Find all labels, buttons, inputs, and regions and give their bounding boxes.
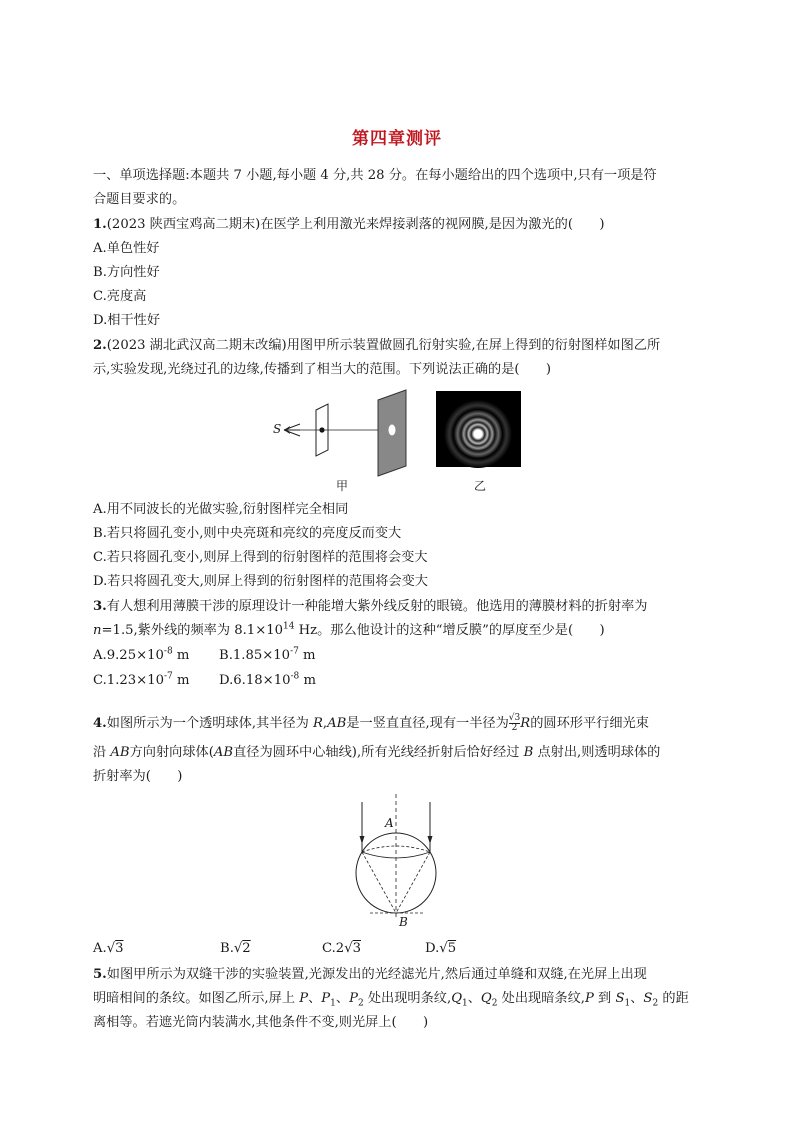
figure-jia-caption: 甲 [336, 479, 349, 493]
exponent: -8 [290, 671, 300, 682]
q3-option-c [93, 672, 190, 690]
subscript: 1 [624, 998, 631, 1009]
q1-option-c: C.亮度高 [93, 289, 147, 304]
var-p1: P [321, 991, 331, 1006]
separator: 、 [335, 991, 350, 1006]
question-2-line2: 示,实验发现,光绕过孔的边缘,传播到了相当大的范围。下列说法正确的是( ) [93, 362, 552, 377]
var-s2: S [643, 991, 653, 1006]
var-ab: AB [110, 745, 130, 760]
sqrt-icon: √ [233, 941, 243, 956]
point-b-label: B [399, 915, 408, 929]
option-text: D.6.18×10 [219, 673, 291, 688]
text-segment: 是一竖直直径,现有一半径为 [346, 716, 509, 731]
var-b: B [523, 745, 534, 760]
var-r: R [520, 716, 531, 731]
question-text: 如图甲所示为双缝干涉的实验装置,光源发出的光经滤光片,然后通过单缝和双缝,在光屏上出现 [106, 967, 647, 982]
figure-yi-caption: 乙 [474, 479, 487, 493]
q2-option-c: C.若只将圆孔变小,则屏上得到的衍射图样的范围将会变大 [93, 550, 428, 565]
radicand: 3 [352, 941, 361, 956]
question-5-line2 [93, 990, 689, 1008]
q3-option-d [219, 672, 316, 690]
exponent: 14 [283, 621, 295, 632]
q1-option-b: B.方向性好 [93, 265, 160, 280]
text-segment: Hz。那么他设计的这种“增反膜”的厚度至少是( ) [294, 623, 605, 638]
question-text: (2023 湖北武汉高二期末改编)用图甲所示装置做圆孔衍射实验,在屏上得到的衍射图样如图乙所 [106, 338, 661, 353]
q1-option-a: A.单色性好 [93, 241, 160, 256]
figure-jia-apparatus [270, 388, 420, 478]
question-5-line3: 离相等。若遮光筒内装满水,其他条件不变,则光屏上( ) [93, 1015, 429, 1030]
figure-yi-diffraction-pattern [436, 391, 521, 467]
q4-option-b [220, 940, 251, 958]
option-text: B.1.85×10 [219, 648, 291, 663]
option-text: A.9.25×10 [93, 648, 164, 663]
sqrt-icon: √ [106, 941, 116, 956]
var-n: n [93, 623, 102, 638]
q3-option-a [93, 647, 189, 665]
var-s1: S [615, 991, 625, 1006]
fraction-denominator: 2 [511, 723, 518, 733]
subscript: 1 [462, 998, 468, 1009]
separator: 、 [467, 991, 481, 1006]
unit: m [172, 648, 190, 663]
fraction-numerator: √3 [508, 713, 521, 723]
subscript: 2 [491, 998, 498, 1009]
option-text: C.2 [322, 941, 345, 956]
question-number: 3. [93, 599, 107, 614]
var-ab: AB [327, 716, 347, 731]
text-segment: =1.5,紫外线的频率为 8.1×10 [101, 623, 284, 638]
question-5-line1 [93, 966, 647, 984]
question-2-line1 [93, 337, 660, 355]
question-4-line2 [93, 744, 660, 762]
q4-option-a [93, 940, 124, 958]
text-segment: 明暗相间的条纹。如图乙所示,屏上 [93, 991, 300, 1006]
var-p2: P [349, 991, 358, 1006]
radicand: 2 [242, 941, 251, 956]
text-segment: 方向射向球体( [129, 745, 214, 760]
sqrt-icon: √ [344, 941, 353, 956]
text-segment: 沿 [93, 745, 111, 760]
exponent: -8 [163, 646, 173, 657]
subscript: 1 [330, 998, 336, 1009]
question-1 [93, 216, 605, 234]
option-text: C.1.23×10 [93, 673, 165, 688]
text-segment: 处出现暗条纹, [497, 991, 585, 1006]
exponent: -7 [290, 646, 299, 657]
fraction-sqrt3-over-2 [509, 714, 520, 733]
separator: 、 [630, 991, 644, 1006]
question-number: 4. [93, 716, 107, 731]
q1-option-d: D.相干性好 [93, 313, 161, 328]
unit: m [172, 673, 190, 688]
section-heading-line2: 合题目要求的。 [93, 192, 186, 207]
unit: m [299, 673, 316, 688]
sqrt-icon: √ [439, 941, 448, 956]
q2-option-d: D.若只将圆孔变大,则屏上得到的衍射图样的范围将会变大 [93, 574, 428, 589]
text-segment: 点射出,则透明球体的 [533, 745, 661, 760]
question-4-line1 [93, 714, 649, 733]
var-ab: AB [213, 745, 234, 760]
q2-option-a: A.用不同波长的光做实验,衍射图样完全相同 [93, 502, 349, 517]
text-segment: 到 [593, 991, 616, 1006]
question-text: 有人想利用薄膜干涉的原理设计一种能增大紫外线反射的眼镜。他选用的薄膜材料的折射率为 [106, 599, 648, 614]
question-text: (2023 陕西宝鸡高二期末)在医学上利用激光来焊接剥落的视网膜,是因为激光的( ) [106, 217, 605, 232]
question-3-line1 [93, 598, 647, 616]
text-segment: 的距 [658, 991, 689, 1006]
text-segment: 处出现明条纹, [363, 991, 452, 1006]
option-text: D. [425, 941, 440, 956]
question-number: 1. [93, 217, 107, 232]
exponent: -7 [164, 671, 173, 682]
text-segment: , [322, 716, 328, 731]
option-text: B. [220, 941, 234, 956]
subscript: 2 [652, 998, 659, 1009]
radicand: 5 [447, 941, 457, 956]
text-segment: 直径为圆环中心轴线),所有光线经折射后恰好经过 [233, 745, 524, 760]
var-q1: Q [451, 991, 462, 1006]
var-p: P [584, 991, 594, 1006]
radicand: 3 [115, 941, 124, 956]
q4-option-d [425, 940, 456, 958]
source-label: S [273, 422, 282, 436]
var-r: R [312, 716, 323, 731]
unit: m [298, 648, 316, 663]
figure-sphere [340, 792, 450, 932]
section-heading-line1: 一、单项选择题:本题共 7 小题,每小题 4 分,共 28 分。在每小题给出的四个选项中,只有一项是符 [93, 168, 657, 183]
point-a-label: A [385, 816, 394, 830]
separator: 、 [308, 991, 322, 1006]
option-text: A. [93, 941, 107, 956]
text-segment: 如图所示为一个透明球体,其半径为 [106, 716, 313, 731]
question-number: 2. [93, 338, 107, 353]
q2-option-b: B.若只将圆孔变小,则中央亮斑和亮纹的亮度反而变大 [93, 526, 402, 541]
question-number: 5. [93, 967, 107, 982]
text-segment: 的圆环形平行细光束 [530, 716, 649, 731]
q4-option-c [322, 940, 361, 958]
subscript: 2 [357, 998, 364, 1009]
q3-option-b [219, 647, 316, 665]
var-q2: Q [480, 991, 492, 1006]
question-4-line3: 折射率为( ) [93, 769, 183, 784]
var-p: P [299, 991, 309, 1006]
question-3-line2 [93, 622, 605, 640]
page-title: 第四章测评 [352, 129, 442, 149]
